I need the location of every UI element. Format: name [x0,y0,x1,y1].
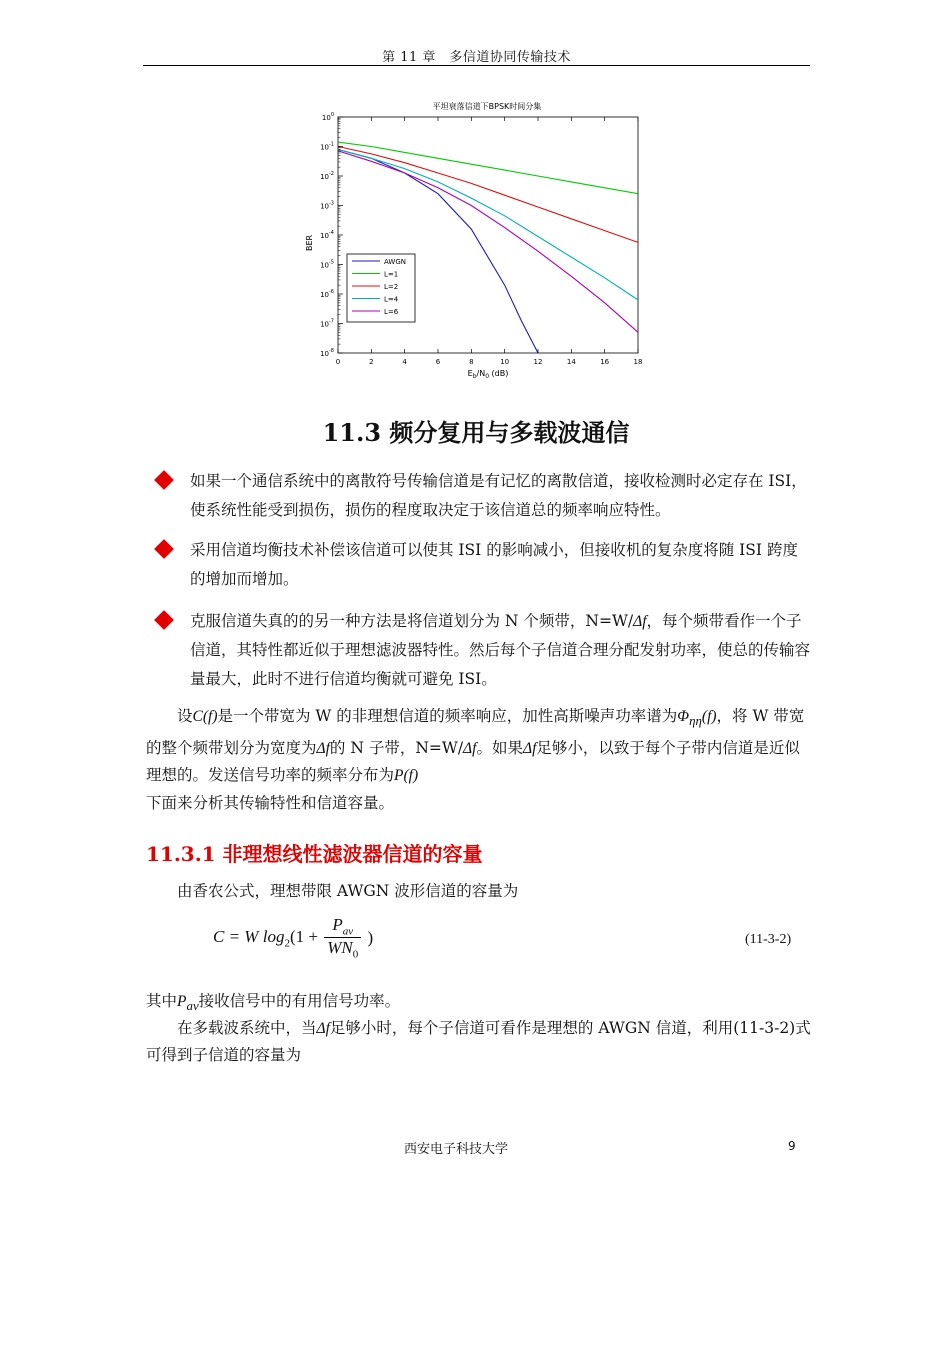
bullet-marker [154,470,174,490]
bullet-2: 采用信道均衡技术补偿该信道可以使其 ISI 的影响减小，但接收机的复杂度将随 ISI 跨度的增加而增加。 [190,541,798,588]
y-tick-label: $10^{-2}$ [320,171,334,181]
series-line-l1 [338,142,638,194]
y-tick-label: $10^{-5}$ [320,259,334,270]
bullet-3: 克服信道失真的的另一种方法是将信道划分为 N 个频带，N=W/Δf，每个频带看作一个子信道，其特性都近似于理想滤波器特性。然后每个子信道合理分配发射功率，使总的传输容量最大，此时不进行信道均衡就可避免 ISI。 [190,612,811,688]
paragraph-pav: 其中$P_{av}$接收信号中的有用信号功率。 [146,992,401,1014]
legend-label: L=1 [384,270,399,279]
x-axis-label: $E_b/N_0$ (dB) [467,369,509,380]
ber-chart [290,95,660,385]
footer-school: 西安电子科技大学 [404,1142,509,1157]
y-tick-label: $10^{-4}$ [320,230,334,240]
series-line-awgn [338,150,538,354]
legend-label: L=2 [384,283,399,291]
x-tick-label: 6 [435,358,441,366]
paragraph-multicarrier: 在多载波系统中，当Δf足够小时，每个子信道可看作是理想的 AWGN 信道，利用(11-3-2)式可得到子信道的容量为 [146,1019,811,1064]
bullet-1: 如果一个通信系统中的离散符号传输信道是有记忆的离散信道，接收检测时必定存在 ISI，使系统性能受到损伤，损伤的程度取决定于该信道总的频率响应特性。 [190,472,807,519]
legend-label: AWGN [384,258,406,266]
x-tick-label: 10 [500,358,510,366]
y-tick-label: $10^0$ [321,112,334,122]
bullet-marker [154,539,174,559]
equation-number: (11-3-2) [745,932,792,947]
y-tick-label: $10^{-8}$ [320,348,334,358]
x-tick-label: 0 [335,358,341,366]
x-tick-label: 2 [369,358,374,366]
subsection-title: 11.3.1 非理想线性滤波器信道的容量 [146,842,483,866]
y-tick-label: $10^{-1}$ [320,141,334,152]
y-axis-label: BER [305,234,314,252]
series-line-l2 [338,147,638,243]
legend-label: L=6 [384,308,399,316]
x-tick-label: 16 [600,358,610,366]
x-tick-label: 18 [633,358,643,366]
x-tick-label: 8 [469,358,474,366]
header-rule [143,65,810,66]
y-tick-label: $10^{-3}$ [320,200,334,211]
section-title: 11.3 频分复用与多载波通信 [322,418,630,447]
page-header: 第 11 章 多信道协同传输技术 [382,50,571,65]
x-tick-label: 12 [533,358,543,366]
paragraph-shannon: 由香农公式，理想带限 AWGN 波形信道的容量为 [177,882,519,900]
legend-label: L=4 [384,295,399,304]
bullet-marker [154,610,174,630]
paragraph-intro: 下面来分析其传输特性和信道容量。 [146,794,395,812]
chart-title: 平坦衰落信道下BPSK时间分集 [432,102,542,111]
chart-legend [347,254,415,322]
y-tick-label: $10^{-6}$ [320,289,334,299]
paragraph-channel-model: 设C(f)是一个带宽为 W 的非理想信道的频率响应，加性高斯噪声功率谱为$\Phi_{\eta\eta}(f)$，将 W 带宽的整个频带划分为宽度为Δf的 N 子带，N=W/Δf。如果Δf足够小，以致于每个子带内信道是近似理想的。发送信号功率的频率分布为P(f) [146,707,805,785]
page-number: 9 [788,1139,796,1153]
x-tick-label: 14 [566,358,576,366]
capacity-formula: C = W $\log_2(1$ + $P_{av}$ $WN_0$ ) [213,915,374,961]
x-tick-label: 4 [402,358,407,366]
y-tick-label: $10^{-7}$ [320,318,334,329]
